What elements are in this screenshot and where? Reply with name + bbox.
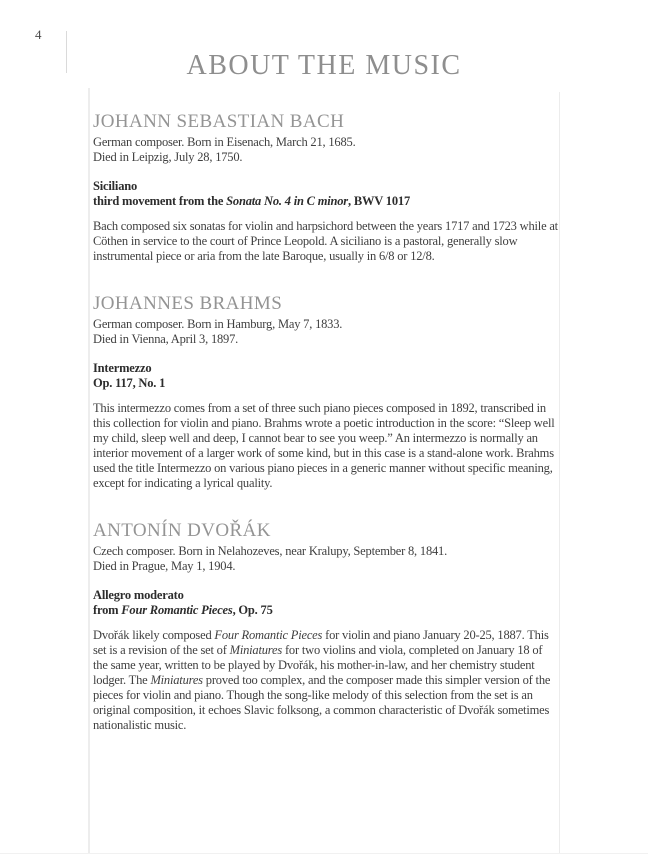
- page-title: ABOUT THE MUSIC: [186, 50, 462, 81]
- scan-edge-artifact-bottom: [0, 853, 648, 854]
- work-heading: [93, 179, 559, 209]
- about-the-music-content: [93, 112, 559, 763]
- work-description: Bach composed six sonatas for violin and harpsichord between the years 1717 and 1723 while at Cöthen in service to the court of Prince Leopold. A siciliano is a pastoral, generally slow instrumental piece or aria from the late Baroque, usually in 6/8 or 12/8.: [93, 219, 558, 263]
- composer-bio: [93, 135, 559, 165]
- composer-name: JOHANN SEBASTIAN BACH: [93, 111, 345, 132]
- work-heading: [93, 361, 559, 391]
- work-description: This intermezzo comes from a set of three such piano pieces composed in 1892, transcribed in this collection for violin and piano. Brahms wrote a poetic introduction in the score: “Sleep well my child, sleep well and deep, I cannot bear to see you weep.” An intermezzo is normally an interior movement of a larger work of some kind, but in this case is a stand-alone work. Brahms used the title Intermezzo on various piano pieces in a generic manner without specific meaning, except for indicating a lyrical quality.: [93, 401, 555, 490]
- composer-bio-died: Died in Vienna, April 3, 1897.: [93, 332, 239, 346]
- work-subtitle: third movement from the Sonata No. 4 in C minor, BWV 1017: [93, 194, 410, 208]
- composer-bio-born: Czech composer. Born in Nelahozeves, near Kralupy, September 8, 1841.: [93, 544, 448, 558]
- page-number: 4: [35, 27, 42, 42]
- composer-name: ANTONÍN DVOŘÁK: [93, 520, 271, 541]
- scan-edge-artifact-right: [559, 92, 560, 854]
- composer-section-dvorak: [93, 521, 559, 733]
- composer-bio: [93, 544, 559, 574]
- work-title: Allegro moderato: [93, 588, 184, 602]
- work-subtitle: from Four Romantic Pieces, Op. 75: [93, 603, 273, 617]
- composer-section-bach: [93, 112, 559, 264]
- scan-edge-artifact-left: [88, 88, 90, 854]
- work-title: Intermezzo: [93, 361, 152, 375]
- composer-section-brahms: [93, 294, 559, 491]
- work-title: Siciliano: [93, 179, 138, 193]
- composer-bio: [93, 317, 559, 347]
- composer-bio-died: Died in Prague, May 1, 1904.: [93, 559, 236, 573]
- composer-bio-died: Died in Leipzig, July 28, 1750.: [93, 150, 243, 164]
- composer-name: JOHANNES BRAHMS: [93, 293, 283, 314]
- work-heading: [93, 588, 559, 618]
- composer-bio-born: German composer. Born in Hamburg, May 7, 1833.: [93, 317, 343, 331]
- composer-bio-born: German composer. Born in Eisenach, March 21, 1685.: [93, 135, 356, 149]
- work-subtitle: Op. 117, No. 1: [93, 376, 166, 390]
- work-description: Dvořák likely composed Four Romantic Pieces for violin and piano January 20-25, 1887. This set is a revision of the set of Miniatures for two violins and viola, completed on January 18 of the same year, written to be played by Dvořák, his mother-in-law, and her chemistry student lodger. The Miniatures proved too complex, and the composer made this simpler version of the pieces for violin and piano. Though the song-like melody of this selection from the set is an original composition, it echoes Slavic folksong, a common characteristic of Dvořák sometimes nationalistic music.: [93, 628, 551, 732]
